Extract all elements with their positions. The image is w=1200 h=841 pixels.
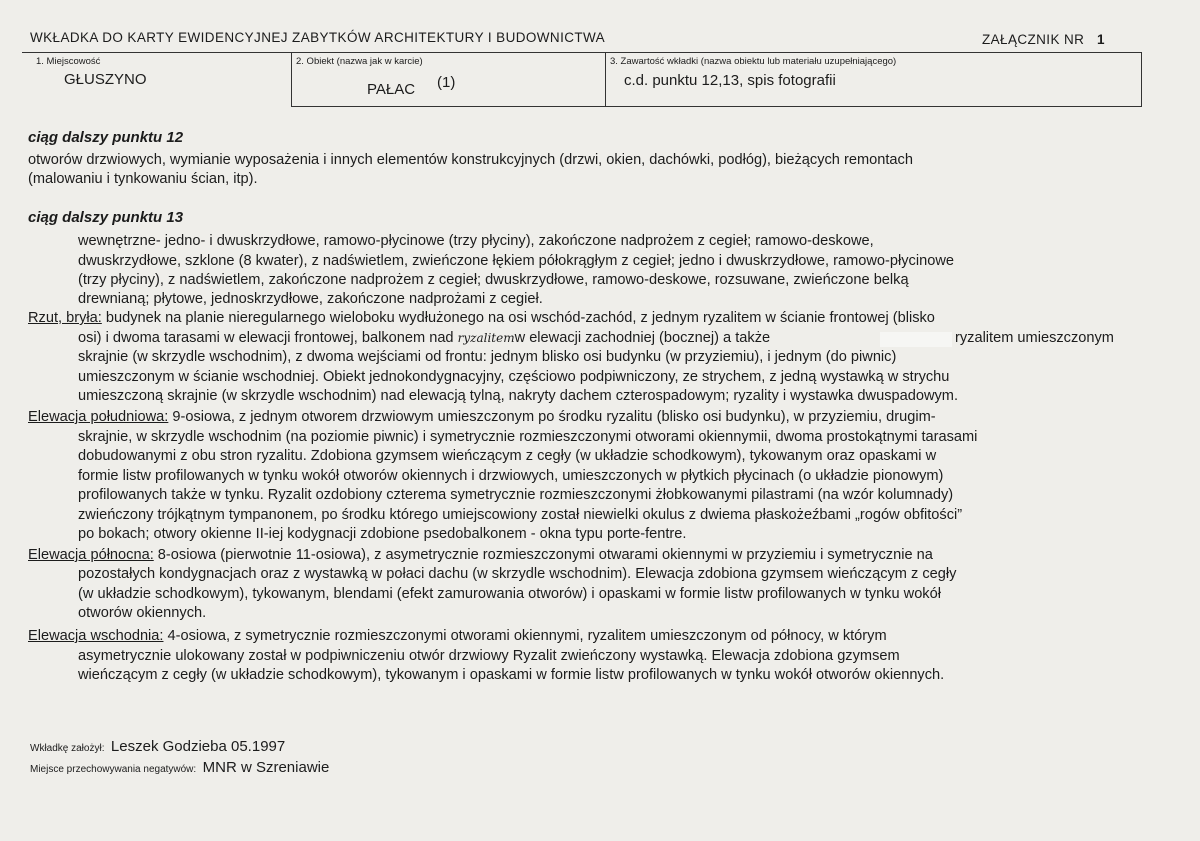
elpd-line-1	[28, 409, 936, 425]
rzut-text-2c: ryzalitem umieszczonym	[955, 330, 1114, 346]
elpn-line-2: pozostałych kondygnacjach oraz z wystawką w połaci dachu (w skrzydle wschodnim). Elewacja zdobiona gzymsem wieńczącym z cegły	[78, 566, 957, 582]
rzut-text-1: budynek na planie nieregularnego wieloboku wydłużonego na osi wschód-zachód, z jednym ryzalitem w ścianie frontowej (blisko	[101, 310, 935, 326]
elpn-line-3: (w układzie schodkowym), tykowanym, blendami (efekt zamurowania otworów) i opaskami w formie listw profilowanych w tynku wokół	[78, 586, 941, 602]
author-label: Wkładkę założył:	[30, 743, 105, 754]
field-divider-2	[605, 52, 606, 107]
field-2-label: 2. Obiekt (nazwa jak w karcie)	[296, 56, 423, 67]
annex-label: ZAŁĄCZNIK NR	[982, 32, 1085, 47]
header-divider	[22, 52, 1142, 53]
rzut-line-5: umieszczoną skrajnie (w skrzydle wschodnim) nad elewacją tylną, nakryty dachem czterospadowym; ryzality i wystawka dwuspadowym.	[78, 388, 959, 404]
rzut-label: Rzut, bryła:	[28, 310, 102, 326]
negatives-value: MNR w Szreniawie	[202, 759, 330, 776]
elpd-line-2: skrajnie, w skrzydle wschodnim (na poziomie piwnic) i symetrycznie rozmieszczonymi otworami okiennymii, dwoma prostokątnymi tarasami	[78, 429, 978, 445]
rzut-text-2b: w elewacji zachodniej (bocznej) a także	[514, 330, 771, 346]
elpd-line-4: formie listw profilowanych w tynku wokół otworów okiennych i drzwiowych, umieszczonych w płytkich płycinach (o układzie pionowym)	[78, 468, 944, 484]
elpd-line-5: profilowanych także w tynku. Ryzalit ozdobiony czterema symetrycznie rozmieszczonymi żłobkowanymi pilastrami (na wzór kolumnady)	[78, 487, 954, 503]
field-1-label: 1. Miejscowość	[36, 56, 101, 67]
p13-line-4: drewnianą; płytowe, jednoskrzydłowe, zakończone nadprożami z cegieł.	[78, 291, 543, 307]
field-divider-1	[291, 52, 292, 107]
elpd-line-6: zwieńczony trójkątnym tympanonem, po środku którego umiejscowiony został niewielki okulus z dwiema płaskożeźbami „rogów obfitości”	[78, 507, 963, 523]
negatives-row	[30, 759, 329, 777]
elpd-text-1: 9-osiowa, z jednym otworem drzwiowym umieszczonym po środku ryzalitu (blisko osi budynku), w przyziemiu, drugim-	[168, 409, 936, 425]
elw-line-1	[28, 628, 887, 644]
author-row	[30, 738, 285, 756]
p13-line-3: (trzy płyciny), z nadświetlem, zakończone nadprożem z cegieł; dwuskrzydłowe, ramowo-deskowe, rozsuwane, zwieńczone belką	[78, 272, 909, 288]
form-title: WKŁADKA DO KARTY EWIDENCYJNEJ ZABYTKÓW ARCHITEKTURY I BUDOWNICTWA	[30, 30, 606, 45]
rzut-line-1	[28, 310, 935, 326]
rzut-line-3: skrajnie (w skrzydle wschodnim), z dwoma wejściami od frontu: jednym blisko osi budynku (w przyziemiu), i jednym (do piwnic)	[78, 349, 897, 365]
field-1-value: GŁUSZYNO	[64, 71, 147, 88]
p12-line-2: (malowaniu i tynkowaniu ścian, itp).	[28, 171, 258, 187]
p12-line-1: otworów drzwiowych, wymianie wyposażenia i innych elementów konstrukcyjnych (drzwi, okien, dachówki, podłóg), bieżących remontach	[28, 152, 913, 168]
heading-point-13: ciąg dalszy punktu 13	[28, 209, 184, 226]
elpd-line-7: po bokach; otwory okienne II-iej kodygnacji zdobione psedobalkonem - okna typu porte-fentre.	[78, 526, 687, 542]
handwritten-correction: ryzalitem	[457, 331, 515, 345]
negatives-label: Miejsce przechowywania negatywów:	[30, 764, 197, 775]
rzut-text-2a: osi) i dwoma tarasami w elewacji frontowej, balkonem nad	[78, 330, 454, 346]
elpn-label: Elewacja północna:	[28, 547, 154, 563]
rzut-line-4: umieszczonym w ścianie wschodniej. Obiekt jednokondygnacyjny, częściowo podpiwniczony, ze strychem, z jedną wystawką w strychu	[78, 369, 950, 385]
elpn-line-4: otworów okiennych.	[78, 605, 207, 621]
author-value: Leszek Godzieba 05.1997	[110, 738, 286, 755]
heading-point-12: ciąg dalszy punktu 12	[28, 129, 184, 146]
elpn-line-1	[28, 547, 933, 563]
p13-line-1: wewnętrzne- jedno- i dwuskrzydłowe, ramowo-płycinowe (trzy płyciny), zakończone nadprożem z cegieł; ramowo-deskowe,	[78, 233, 874, 249]
field-3-label: 3. Zawartość wkładki (nazwa obiektu lub materiału uzupełniającego)	[610, 56, 897, 67]
rzut-line-2	[78, 330, 770, 346]
elw-line-3: wieńczącym z cegły (w układzie schodkowym), tykowanym i opaskami w formie listw profilowanych w tynku wokół otworów okiennych.	[78, 667, 945, 683]
elpd-label: Elewacja południowa:	[28, 409, 169, 425]
annex-number: 1	[1097, 32, 1105, 47]
field-2-value: PAŁAC	[367, 81, 416, 98]
elpn-text-1: 8-osiowa (pierwotnie 11-osiowa), z asymetrycznie rozmieszczonymi otwarami okiennymi w przyziemiu i symetrycznie na	[153, 547, 933, 563]
field-2-number: (1)	[437, 74, 456, 91]
elw-text-1: 4-osiowa, z symetrycznie rozmieszczonymi otworami okiennymi, ryzalitem umieszczonym od północy, w którym	[163, 628, 887, 644]
field-bottom-line	[291, 106, 1142, 107]
elpd-line-3: dobudowanymi z obu stron ryzalitu. Zdobiona gzymsem wieńczącym z cegły (w układzie schodkowym), tykowanym oraz opaskami w	[78, 448, 937, 464]
field-3-value: c.d. punktu 12,13, spis fotografii	[624, 72, 836, 89]
field-right-edge	[1141, 52, 1142, 107]
elw-line-2: asymetrycznie ulokowany został w podpiwniczeniu otwór drzwiowy Ryzalit zwieńczony wystawką. Elewacja zdobiona gzymsem	[78, 648, 900, 664]
p13-line-2: dwuskrzydłowe, szklone (8 kwater), z nadświetlem, zwieńczone łękiem półokrągłym z cegieł; jedno i dwuskrzydłowe, ramowo-płycinowe	[78, 253, 954, 269]
elw-label: Elewacja wschodnia:	[28, 628, 164, 644]
correction-fluid-patch	[880, 332, 952, 347]
